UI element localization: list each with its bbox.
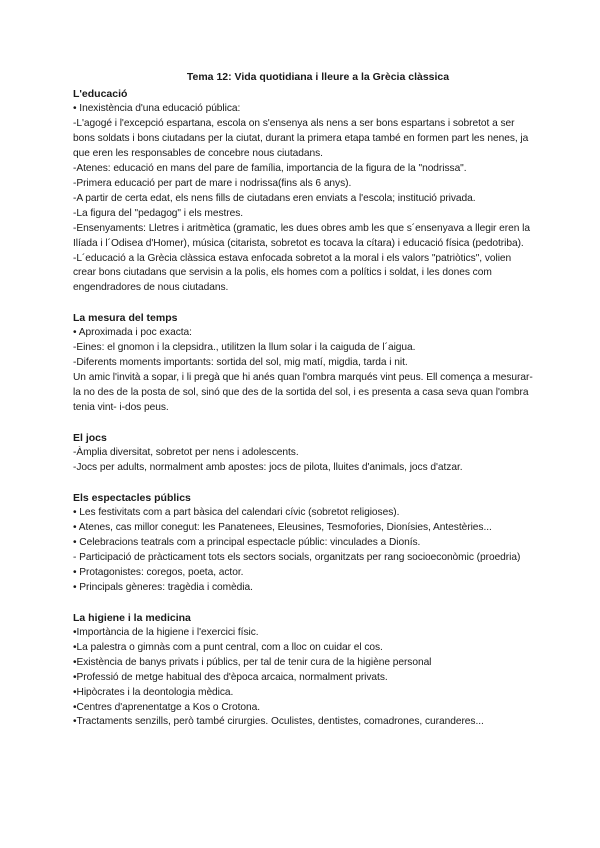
paragraph-line: • Celebracions teatrals com a principal espectacle públic: vinculades a Dionís. bbox=[73, 536, 421, 548]
section bbox=[73, 611, 533, 731]
paragraph-line: • Principals gèneres: tragèdia i comèdia. bbox=[73, 581, 253, 593]
section bbox=[73, 311, 533, 416]
paragraph-line: -Àmplia diversitat, sobretot per nens i adolescents. bbox=[73, 447, 299, 459]
paragraph-line: -Eines: el gnomon i la clepsidra., utilitzen la llum solar i la caiguda de l´aigua. bbox=[73, 342, 416, 354]
paragraph-line: •Centres d'aprenentatge a Kos o Crotona. bbox=[73, 701, 261, 713]
section bbox=[73, 87, 533, 296]
section-content bbox=[73, 506, 533, 596]
paragraph-line: • Inexistència d'una educació pública: bbox=[73, 103, 241, 114]
section-content bbox=[73, 446, 533, 476]
document-page bbox=[73, 70, 533, 745]
paragraph-line: -L'agogé i l'excepció espartana, escola on s'ensenya als nens a ser bons espartans i sobretot a ser bons soldats i bons ciutadans per la ciutat, durant la primera etapa també en formen part les nenes, ja que eren les responsables de concebre nous ciutadans. bbox=[73, 117, 529, 159]
section-heading: La mesura del temps bbox=[73, 312, 178, 325]
paragraph-line: •Hipòcrates i la deontologia mèdica. bbox=[73, 686, 234, 698]
document-body bbox=[73, 87, 533, 730]
section-heading: El jocs bbox=[73, 432, 107, 445]
paragraph-line: •Existència de banys privats i públics, per tal de tenir cura de la higiène personal bbox=[73, 656, 432, 668]
paragraph-line: -A partir de certa edat, els nens fills de ciutadans eren enviats a l'escola; institució privada. bbox=[73, 192, 476, 204]
paragraph-line: •Professió de metge habitual des d'època arcaica, normalment privats. bbox=[73, 671, 388, 683]
paragraph-line: • Protagonistes: coregos, poeta, actor. bbox=[73, 566, 244, 578]
section bbox=[73, 491, 533, 596]
paragraph-line: •Tractaments senzills, però també cirurgies. Oculistes, dentistes, comadrones, curanderes... bbox=[73, 716, 484, 728]
section-content bbox=[73, 326, 533, 416]
paragraph-line: -Jocs per adults, normalment amb apostes: jocs de pilota, lluites d'animals, jocs d'atzar. bbox=[73, 462, 463, 474]
section-content bbox=[73, 626, 533, 731]
paragraph-line: - Participació de pràcticament tots els sectors socials, organitzats per rang socioeconòmic (proedria) bbox=[73, 551, 521, 563]
section-heading: Els espectacles públics bbox=[73, 492, 191, 505]
paragraph-line: -Diferents moments importants: sortida del sol, mig matí, migdia, tarda i nit. bbox=[73, 357, 408, 369]
document-title: Tema 12: Vida quotidiana i lleure a la Grècia clàssica bbox=[186, 71, 450, 83]
section bbox=[73, 431, 533, 476]
paragraph-line: -L´educació a la Grècia clàssica estava enfocada sobretot a la moral i els valors "patriòtics", volien crear bons ciutadans que servisin a la polis, els homes com a polítics i soldat, i les dones com engendradores de nous ciutadans. bbox=[73, 252, 512, 294]
paragraph-line: • Aproximada i poc exacta: bbox=[73, 327, 192, 339]
paragraph-line: •Importància de la higiene i l'exercici físic. bbox=[73, 626, 259, 638]
section-heading: La higiene i la medicina bbox=[73, 611, 191, 624]
paragraph-line: • Les festivitats com a part bàsica del calendari cívic (sobretot religioses). bbox=[73, 507, 400, 519]
section-content bbox=[73, 102, 533, 296]
paragraph-line: •La palestra o gimnàs com a punt central, com a lloc on cuidar el cos. bbox=[73, 641, 383, 653]
paragraph-line: -Atenes: educació en mans del pare de família, importancia de la figura de la "nodrissa". bbox=[73, 162, 467, 174]
paragraph-line: -La figura del "pedagog" i els mestres. bbox=[73, 207, 244, 219]
paragraph-line: -Ensenyaments: Lletres i aritmètica (gramatic, les dues obres amb les que s´ensenyava a llegir eren la Ilíada i l´Odisea d'Homer), música (citarista, sobretot es tocava la cítara) i educació física (pedotriba). bbox=[73, 222, 530, 249]
paragraph-line: -Primera educació per part de mare i nodrissa(fins als 6 anys). bbox=[73, 177, 352, 189]
paragraph-line: • Atenes, cas millor conegut: les Panatenees, Eleusines, Tesmofories, Dionísies, Antestèries... bbox=[73, 521, 492, 533]
section-heading: L'educació bbox=[73, 88, 128, 100]
paragraph-line: Un amic l'invità a sopar, i li pregà que hi anés quan l'ombra marqués vint peus. Ell comença a mesurar-la no des de la posta de sol, sinó que des de la sortida del sol, i es presenta a casa seva quan l'ombra tenia vint- i-dos peus. bbox=[73, 372, 533, 414]
